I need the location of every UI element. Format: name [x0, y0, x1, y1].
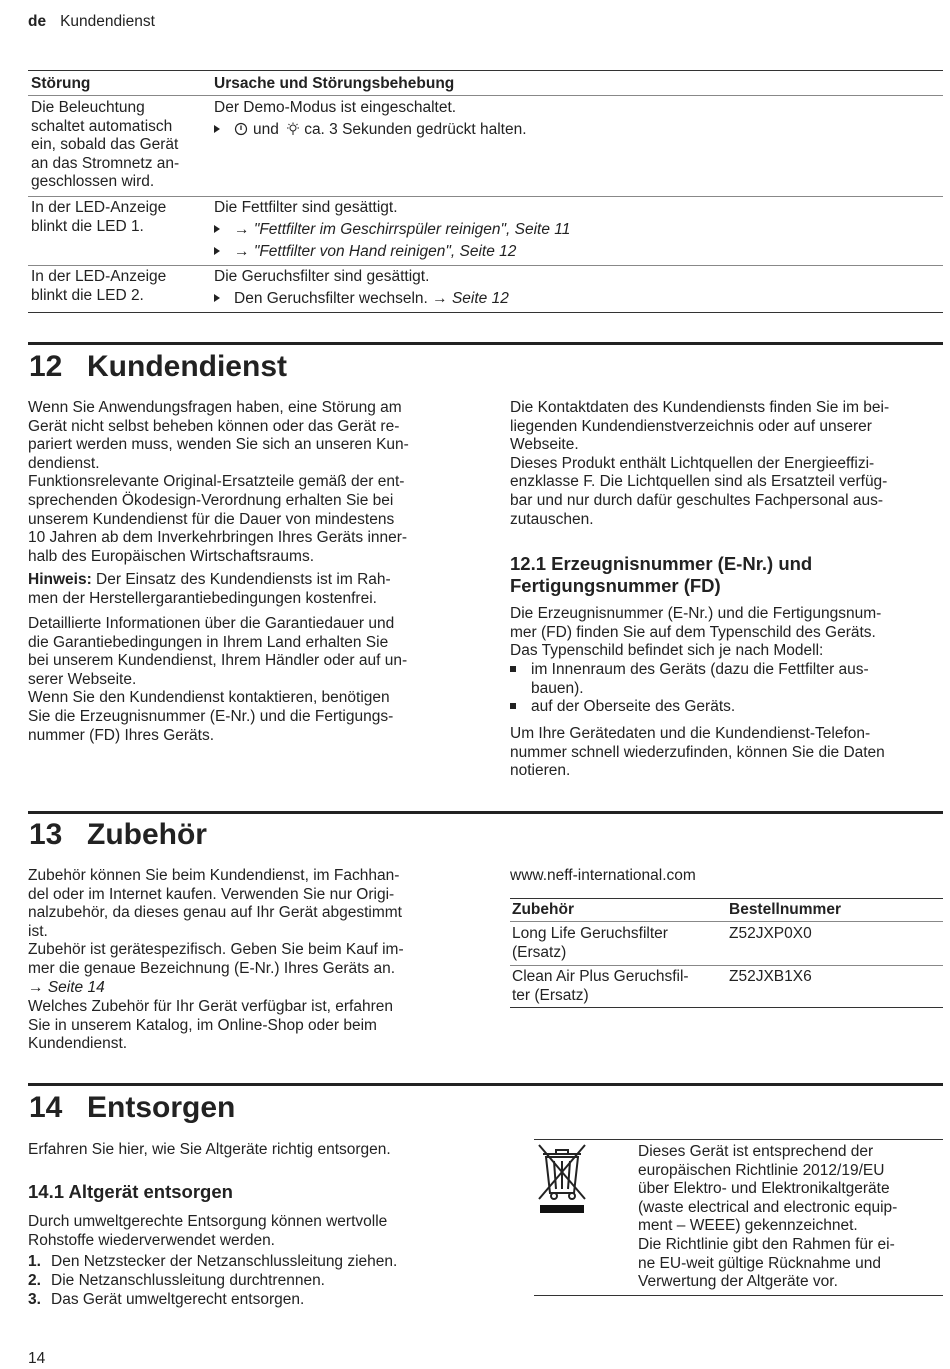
table-row-name: Clean Air Plus Geruchsfil- ter (Ersatz): [512, 968, 689, 1004]
section-number: 13: [29, 818, 63, 851]
sec12-hint: [28, 571, 468, 608]
order-col-header: Bestellnummer: [729, 901, 841, 918]
language-code: de: [28, 13, 47, 30]
table-row-step: [214, 121, 527, 140]
table-row-step: [214, 290, 509, 309]
sec14-sub-para: Durch umweltgerechte Entsorgung können wertvolle Rohstoffe wiederverwendet werden.: [28, 1213, 388, 1249]
hint-label: Hinweis:: [28, 571, 92, 588]
sec12-right-para1: Die Kontaktdaten des Kundendiensts finden Sie im bei- liegenden Kundendienstverzeichnis oder auf unserer Webseite. Dieses Produkt enthält Lichtquellen der Energieeffizi- enzklasse F. Die Lichtquellen sind als Ersatzteil verfüg- bar und nur durch dafür geschultes Fachpersonal aus- zutauschen.: [510, 399, 890, 528]
table-row-order: Z52JXP0X0: [729, 925, 812, 942]
list-item: [28, 1253, 397, 1272]
section-title: Kundendienst: [87, 350, 287, 383]
link-arrow-icon: →: [234, 243, 254, 260]
accessory-col-header: Zubehör: [512, 901, 574, 918]
section-heading-12: [29, 350, 287, 384]
subsection-title-12-1: 12.1 Erzeugnisnummer (E-Nr.) und Fertigungsnummer (FD): [510, 553, 813, 596]
table-top-rule: [28, 70, 943, 71]
sec13-cross-ref: [28, 979, 105, 998]
list-item: [28, 1272, 325, 1291]
sec12-sub-para2: Um Ihre Gerätedaten und die Kundendienst-Telefon- nummer schnell wiederzufinden, können Sie die Daten notieren.: [510, 725, 885, 780]
step-arrow-icon: [214, 125, 220, 133]
row-rule: [510, 965, 943, 966]
light-bulb-icon: [286, 122, 300, 136]
section-number: 12: [29, 350, 63, 383]
weee-text: Dieses Gerät ist entsprechend der europäischen Richtlinie 2012/19/EU über Elektro- und Elektronikaltgeräte (waste electrical and electronic equip- ment – WEEE) gekennzeichnet. Die Richtlinie gibt den Rahmen für ei- ne EU-weit gültige Rücknahme und Verwertung der Altgeräte vor.: [638, 1143, 898, 1291]
link-arrow-icon: →: [28, 979, 48, 996]
list-item-text: auf der Oberseite des Geräts.: [531, 698, 736, 715]
step-text: Den Netzstecker der Netzanschlussleitung ziehen.: [51, 1253, 398, 1270]
table-row-cause: Die Geruchsfilter sind gesättigt.: [214, 268, 430, 285]
bullet-icon: [510, 666, 516, 672]
fault-col-header: Störung: [31, 75, 91, 92]
step-arrow-icon: [214, 225, 220, 233]
table-row-step: [214, 221, 570, 240]
table-row-cause: Der Demo-Modus ist eingeschaltet.: [214, 99, 457, 116]
sec14-intro: Erfahren Sie hier, wie Sie Altgeräte richtig entsorgen.: [28, 1141, 391, 1158]
step-arrow-icon: [214, 247, 220, 255]
list-item: [510, 661, 945, 698]
step-number: 1.: [28, 1253, 41, 1270]
row-rule: [28, 196, 943, 197]
weee-box-top-rule: [534, 1139, 943, 1140]
section-heading-13: [29, 818, 207, 852]
section-rule: [28, 342, 943, 345]
cause-col-header: Ursache und Störungsbehebung: [214, 75, 455, 92]
page-number: 14: [28, 1350, 46, 1367]
section-rule: [28, 1083, 943, 1086]
sec13-left-para1: Zubehör können Sie beim Kundendienst, im Fachhan- del oder im Internet kaufen. Verwenden Sie nur Origi- nalzubehör, da dieses genau auf Ihr Gerät abgestimmt ist. Zubehör ist gerätespezifisch. Geben Sie beim Kauf im- mer die genaue Bezeichnung (E-Nr.) Ihres Geräts an.: [28, 867, 404, 977]
link-arrow-icon: →: [234, 221, 254, 238]
table-row-cause: Die Fettfilter sind gesättigt.: [214, 199, 398, 216]
cross-ref-link[interactable]: "Fettfilter im Geschirrspüler reinigen", Seite 11: [253, 221, 571, 238]
accessory-table-bottom-rule: [510, 1007, 943, 1008]
sec13-left-para2: Welches Zubehör für Ihr Gerät verfügbar ist, erfahren Sie in unserem Katalog, im Online-Shop oder beim Kundendienst.: [28, 998, 393, 1053]
sec12-left-para2: Detaillierte Informationen über die Garantiedauer und die Garantiebedingungen in Ihrem Land erhalten Sie bei unserem Kundendienst, Ihrem Händler oder auf un- serer Webseite. Wenn Sie den Kundendienst kontaktieren, benötigen Sie die Erzeugnisnummer (E-Nr.) und die Fertigungs- nummer (FD) Ihres Geräts.: [28, 615, 408, 744]
step-text: Den Geruchsfilter wechseln.: [234, 290, 428, 307]
section-number: 14: [29, 1091, 63, 1124]
website-url[interactable]: www.neff-international.com: [510, 867, 696, 884]
accessory-table-top-rule: [510, 898, 943, 899]
bullet-icon: [510, 703, 516, 709]
section-title: Zubehör: [87, 818, 207, 851]
cross-ref-link[interactable]: Seite 14: [47, 979, 105, 996]
table-row-fault: In der LED-Anzeige blinkt die LED 1.: [31, 199, 167, 235]
weee-box-bottom-rule: [534, 1295, 943, 1296]
row-rule: [28, 265, 943, 266]
power-button-icon: [234, 122, 248, 136]
table-row-fault: Die Beleuchtung schaltet automatisch ein, sobald das Gerät an das Stromnetz an- geschlossen wird.: [31, 99, 180, 191]
step-number: 2.: [28, 1272, 41, 1289]
table-row-step: [214, 243, 516, 262]
section-title: Entsorgen: [87, 1091, 236, 1124]
accessory-header-rule: [510, 921, 943, 922]
section-heading-14: [29, 1091, 235, 1125]
section-rule: [28, 811, 943, 814]
cross-ref-link[interactable]: Seite 12: [451, 290, 509, 307]
subsection-title-14-1: 14.1 Altgerät entsorgen: [28, 1181, 233, 1202]
sec12-sub-para1: Die Erzeugnisnummer (E-Nr.) und die Fertigungsnum- mer (FD) finden Sie auf dem Typenschild des Geräts. Das Typenschild befindet sich je nach Modell:: [510, 605, 882, 660]
header-title: Kundendienst: [60, 13, 155, 30]
table-header-rule: [28, 95, 943, 96]
list-item: [510, 698, 945, 717]
table-row-name: Long Life Geruchsfilter (Ersatz): [512, 925, 668, 961]
step-text: Das Gerät umweltgerecht entsorgen.: [51, 1291, 305, 1308]
table-bottom-rule: [28, 312, 943, 313]
table-row-fault: In der LED-Anzeige blinkt die LED 2.: [31, 268, 167, 304]
step-and: und: [253, 121, 279, 138]
step-hold: ca. 3 Sekunden gedrückt halten.: [304, 121, 527, 138]
cross-ref-link[interactable]: "Fettfilter von Hand reinigen", Seite 12: [253, 243, 517, 260]
list-item-text: im Innenraum des Geräts (dazu die Fettfilter aus- bauen).: [531, 661, 869, 697]
list-item: [28, 1291, 304, 1310]
crossed-out-wheelie-bin-icon: [534, 1141, 590, 1217]
sec12-left-para1: Wenn Sie Anwendungsfragen haben, eine Störung am Gerät nicht selbst beheben können oder das Gerät re- pariert werden muss, wenden Sie sich an unseren Kun- dendienst. Funktionsrelevante Original-Ersatzteile gemäß der ent- sprechenden Ökodesign-Verordnung erhalten Sie bei unserem Kundendienst für die Dauer von mindestens 10 Jahren ab dem Inverkehrbringen Ihres Geräts inner- halb des Europäischen Wirtschaftsraums.: [28, 399, 409, 565]
page-header: [28, 13, 155, 32]
hint-text: Der Einsatz des Kundendiensts ist im Rah- men der Herstellergarantiebedingungen kostenfrei.: [28, 571, 391, 607]
step-arrow-icon: [214, 294, 220, 302]
table-row-order: Z52JXB1X6: [729, 968, 812, 985]
link-arrow-icon: →: [432, 290, 452, 307]
step-number: 3.: [28, 1291, 41, 1308]
step-text: Die Netzanschlussleitung durchtrennen.: [51, 1272, 325, 1289]
